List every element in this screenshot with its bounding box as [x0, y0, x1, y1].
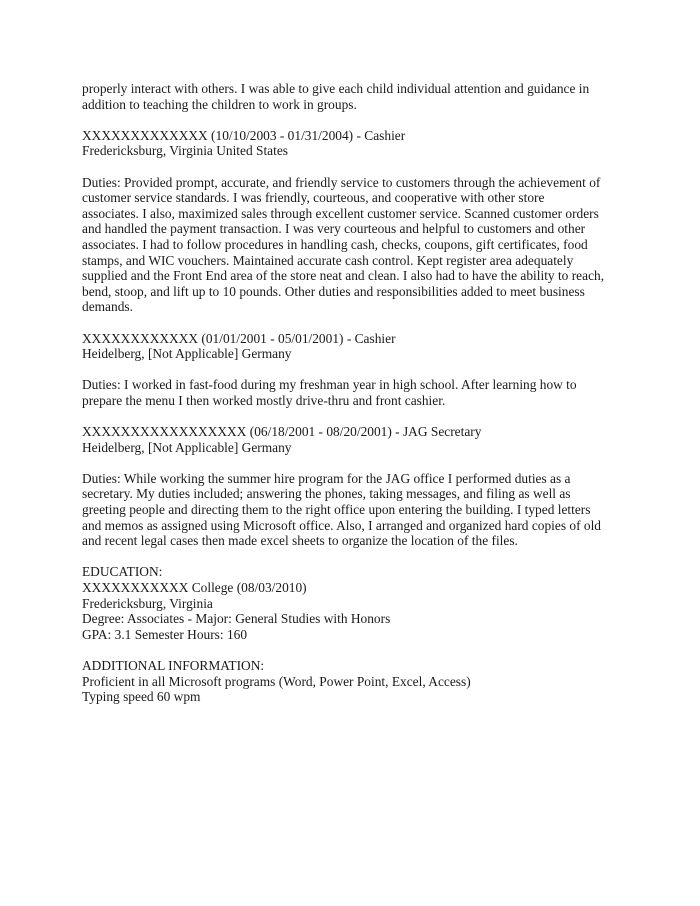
duties-line: and handled the payment transaction. I was very courteous and helpful to customers and other	[82, 221, 586, 237]
education-line: GPA: 3.1 Semester Hours: 160	[82, 626, 248, 642]
duties-line: Duties: Provided prompt, accurate, and friendly service to customers through the achievement of	[82, 174, 601, 190]
duties-line: bend, stoop, and lift up to 10 pounds. Other duties and responsibilities added to meet business	[82, 283, 585, 299]
duties-line: supplied and the Front End area of the store neat and clean. I also had to have the ability to reach,	[82, 268, 605, 284]
job-header: XXXXXXXXXXXXXXXXX (06/18/2001 - 08/20/2001) - JAG Secretary	[82, 424, 482, 440]
job-location: Heidelberg, [Not Applicable] Germany	[82, 439, 292, 455]
duties-line: greeting people and directing them to the right office upon entering the building. I typed letters	[82, 502, 591, 518]
education-line: XXXXXXXXXXX College (08/03/2010)	[82, 580, 307, 595]
duties-line: and recent legal cases then made excel sheets to organize the location of the files.	[82, 533, 518, 549]
education-line: Fredericksburg, Virginia	[82, 595, 213, 611]
education-line: Degree: Associates - Major: General Studies with Honors	[82, 611, 391, 627]
job-header: XXXXXXXXXXXXX (10/10/2003 - 01/31/2004) - Cashier	[82, 127, 406, 143]
additional-information-section	[82, 658, 622, 705]
section-heading-education: EDUCATION:	[82, 564, 163, 580]
job-duties	[82, 471, 622, 549]
duties-line: secretary. My duties included; answering the phones, taking messages, and filing as well as	[82, 486, 571, 502]
intro-line: properly interact with others. I was able to give each child individual attention and guidance in	[82, 81, 590, 96]
job-header-block	[82, 424, 622, 455]
resume-page	[82, 81, 622, 720]
job-entry-cashier-fredericksburg	[82, 128, 622, 315]
job-duties	[82, 377, 622, 408]
duties-line: Duties: While working the summer hire program for the JAG office I performed duties as a	[82, 470, 571, 486]
duties-line: demands.	[82, 299, 133, 315]
section-heading-additional: ADDITIONAL INFORMATION:	[82, 657, 265, 673]
duties-line: and memos as assigned using Microsoft office. Also, I arranged and organized hard copies of old	[82, 517, 602, 533]
duties-line: Duties: I worked in fast-food during my freshman year in high school. After learning how to	[82, 377, 577, 393]
job-header-block	[82, 331, 622, 362]
job-header: XXXXXXXXXXXX (01/01/2001 - 05/01/2001) - Cashier	[82, 330, 396, 346]
duties-line: associates. I had to follow procedures in handling cash, checks, coupons, gift certificates, food	[82, 236, 588, 252]
job-header-block	[82, 128, 622, 159]
duties-line: stamps, and WIC vouchers. Maintained accurate cash control. Kept register area adequately	[82, 252, 574, 268]
duties-line: prepare the menu I then worked mostly drive-thru and front cashier.	[82, 392, 446, 408]
job-duties	[82, 175, 622, 315]
job-location: Fredericksburg, Virginia United States	[82, 143, 288, 159]
intro-paragraph	[82, 81, 622, 112]
intro-line: addition to teaching the children to work in groups.	[82, 96, 357, 112]
job-entry-cashier-heidelberg	[82, 331, 622, 409]
duties-line: customer service standards. I was friendly, courteous, and cooperative with other store	[82, 190, 545, 206]
additional-line: Typing speed 60 wpm	[82, 689, 201, 705]
duties-line: associates. I also, maximized sales through excellent customer service. Scanned customer orders	[82, 205, 599, 221]
job-location: Heidelberg, [Not Applicable] Germany	[82, 346, 292, 362]
education-section	[82, 564, 622, 642]
additional-line: Proficient in all Microsoft programs (Word, Power Point, Excel, Access)	[82, 673, 471, 689]
job-entry-jag-secretary	[82, 424, 622, 549]
